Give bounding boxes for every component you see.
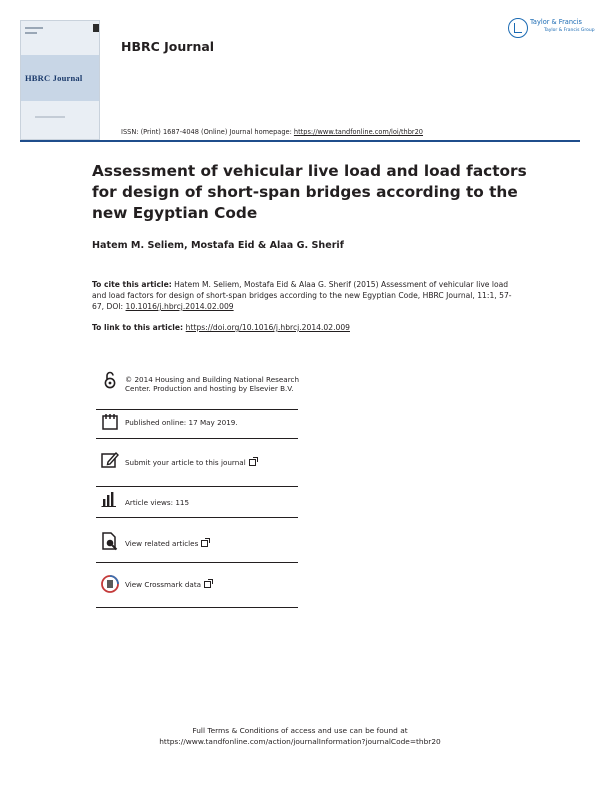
citation-label: To cite this article: bbox=[92, 280, 172, 289]
crossmark-link[interactable]: View Crossmark data bbox=[125, 580, 305, 589]
article-title bbox=[92, 161, 532, 224]
copyright-text: © 2014 Housing and Building National Research Center. Production and hosting by Elsevier B.V. bbox=[125, 375, 300, 394]
article-views-text: Article views: 115 bbox=[125, 498, 190, 507]
bar-chart-icon bbox=[100, 489, 120, 509]
citation-block bbox=[92, 279, 522, 312]
search-document-icon bbox=[100, 531, 120, 551]
calendar-icon bbox=[100, 412, 120, 432]
article-authors: Hatem M. Seliem, Mostafa Eid & Alaa G. Sherif bbox=[92, 240, 344, 251]
journal-homepage-link[interactable]: https://www.tandfonline.com/loi/thbr20 bbox=[293, 128, 424, 136]
article-doi-link[interactable]: https://doi.org/10.1016/j.hbrcj.2014.02.009 bbox=[185, 323, 350, 332]
article-title-line: new Egyptian Code bbox=[92, 204, 258, 222]
article-title-line: Assessment of vehicular live load and load factors bbox=[92, 162, 527, 180]
article-title-line: for design of short-span bridges according to the bbox=[92, 183, 518, 201]
citation-text: Hatem M. Seliem, Mostafa Eid & Alaa G. Sherif (2015) Assessment of vehicular live load and load factors for design of short-span bridges according to the new Egyptian Code, HBRC Journal, 11:1, 57-67, DOI: bbox=[92, 280, 512, 311]
open-access-icon bbox=[100, 370, 120, 390]
external-link-icon bbox=[201, 540, 208, 547]
related-articles-link[interactable]: View related articles bbox=[125, 539, 305, 548]
external-link-icon bbox=[249, 459, 256, 466]
submit-article-item[interactable] bbox=[96, 438, 298, 487]
related-articles-item[interactable] bbox=[96, 517, 298, 563]
crossmark-item[interactable] bbox=[96, 562, 298, 608]
submit-article-link[interactable]: Submit your article to this journal bbox=[125, 458, 305, 467]
issn-text: ISSN: (Print) 1687-4048 (Online) Journal homepage: bbox=[121, 128, 294, 136]
cover-title: HBRC Journal bbox=[25, 73, 83, 83]
article-link-line bbox=[92, 323, 350, 332]
citation-doi-link[interactable]: 10.1016/j.hbrcj.2014.02.009 bbox=[125, 302, 234, 311]
publisher-logo[interactable] bbox=[508, 16, 595, 42]
journal-name: HBRC Journal bbox=[121, 39, 215, 54]
footer-terms-text: Full Terms & Conditions of access and use can be found at bbox=[192, 726, 408, 735]
link-label: To link to this article: bbox=[92, 323, 186, 332]
publisher-logo-group: Taylor & Francis Group bbox=[544, 28, 595, 33]
copyright-item bbox=[96, 366, 298, 410]
edit-icon bbox=[100, 450, 120, 470]
publisher-logo-icon bbox=[508, 18, 528, 38]
journal-cover-thumbnail bbox=[20, 20, 100, 140]
footer bbox=[0, 726, 600, 747]
external-link-icon bbox=[204, 581, 211, 588]
publisher-logo-name: Taylor & Francis bbox=[530, 18, 582, 26]
footer-terms-link[interactable]: https://www.tandfonline.com/action/journalInformation?journalCode=thbr20 bbox=[159, 736, 441, 746]
publisher-mark-icon bbox=[93, 24, 99, 32]
published-date-text: Published online: 17 May 2019. bbox=[125, 418, 238, 427]
issn-line bbox=[121, 128, 423, 136]
article-views-item bbox=[96, 486, 298, 518]
published-date-item bbox=[96, 409, 298, 439]
header-divider bbox=[20, 140, 580, 142]
crossmark-icon bbox=[100, 574, 120, 594]
